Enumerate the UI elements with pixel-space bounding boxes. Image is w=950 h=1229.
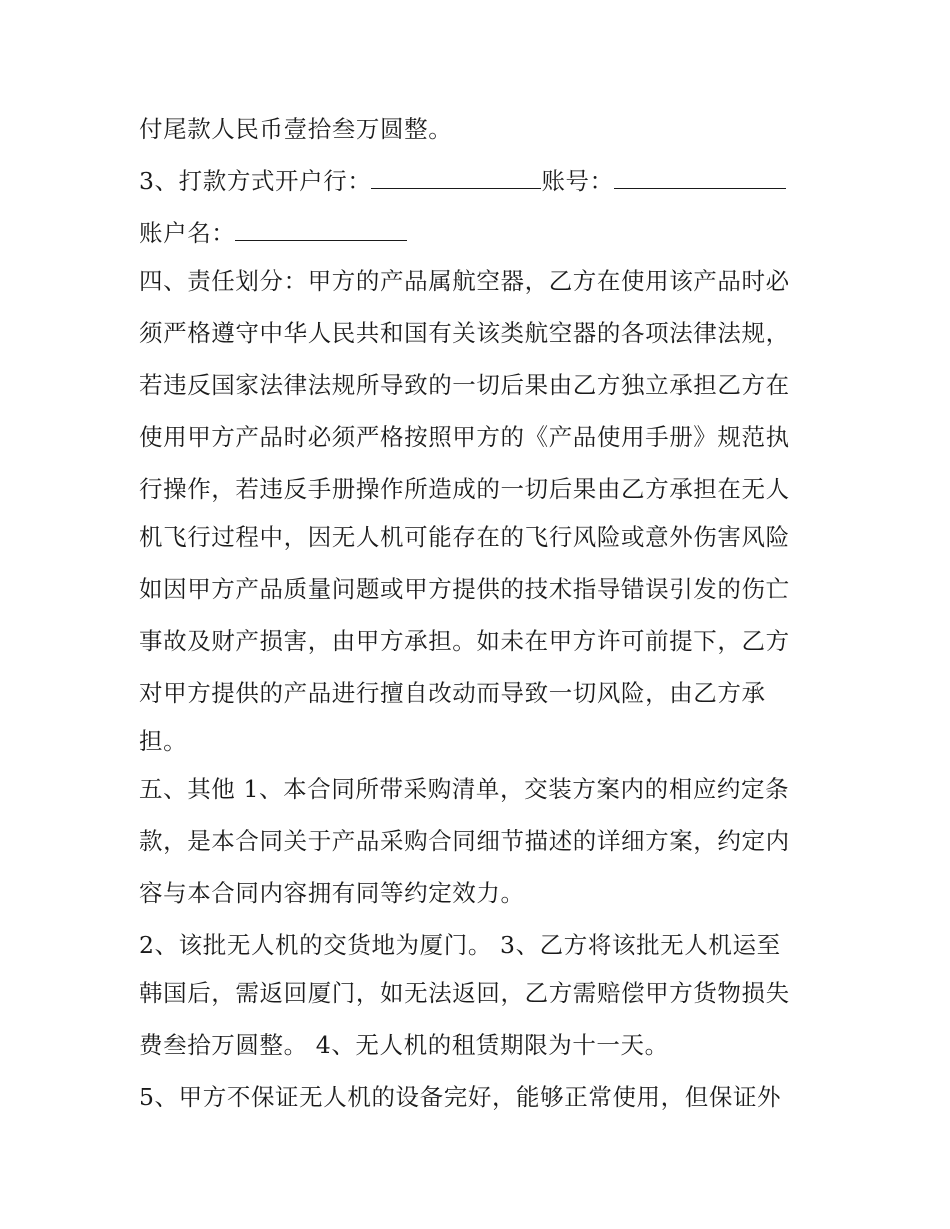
account-name-blank <box>235 218 407 241</box>
text-line: 机飞行过程中，因无人机可能存在的飞行风险或意外伤害风险 <box>139 523 790 551</box>
text-line: 行操作，若违反手册操作所造成的一切后果由乙方承担在无人 <box>139 475 790 503</box>
text-line: 五、其他 1、本合同所带采购清单，交装方案内的相应约定条 <box>139 775 790 803</box>
text-line: 若违反国家法律法规所导致的一切后果由乙方独立承担乙方在 <box>139 371 790 399</box>
text-line: 对甲方提供的产品进行擅自改动而导致一切风险，由乙方承 <box>139 679 766 707</box>
text-line: 款，是本合同关于产品采购合同细节描述的详细方案，约定内 <box>139 827 790 855</box>
text-line: 付尾款人民币壹拾叁万圆整。 <box>139 115 453 143</box>
text-line: 5、甲方不保证无人机的设备完好，能够正常使用，但保证外 <box>139 1083 782 1111</box>
text-line: 须严格遵守中华人民共和国有关该类航空器的各项法律法规， <box>139 319 790 347</box>
bank-name-blank <box>371 166 541 189</box>
text-line: 韩国后，需返回厦门，如无法返回，乙方需赔偿甲方货物损失 <box>139 979 790 1007</box>
text-line: 四、责任划分：甲方的产品属航空器，乙方在使用该产品时必 <box>139 267 790 295</box>
text-line: 如因甲方产品质量问题或甲方提供的技术指导错误引发的伤亡 <box>139 575 790 603</box>
text-line: 费叁拾万圆整。 4、无人机的租赁期限为十一天。 <box>139 1031 669 1059</box>
text-line-account-name: 账户名： <box>139 218 407 248</box>
text-line: 2、该批无人机的交货地为厦门。 3、乙方将该批无人机运至 <box>139 931 781 959</box>
text-line-bank-account: 3、打款方式开户行： 账号： <box>139 166 786 196</box>
text-line: 担。 <box>139 727 188 755</box>
text-line: 事故及财产损害，由甲方承担。如未在甲方许可前提下，乙方 <box>139 627 790 655</box>
text-line: 使用甲方产品时必须严格按照甲方的《产品使用手册》规范执 <box>139 423 790 451</box>
account-number-blank <box>614 166 786 189</box>
text-line: 容与本合同内容拥有同等约定效力。 <box>139 879 525 907</box>
